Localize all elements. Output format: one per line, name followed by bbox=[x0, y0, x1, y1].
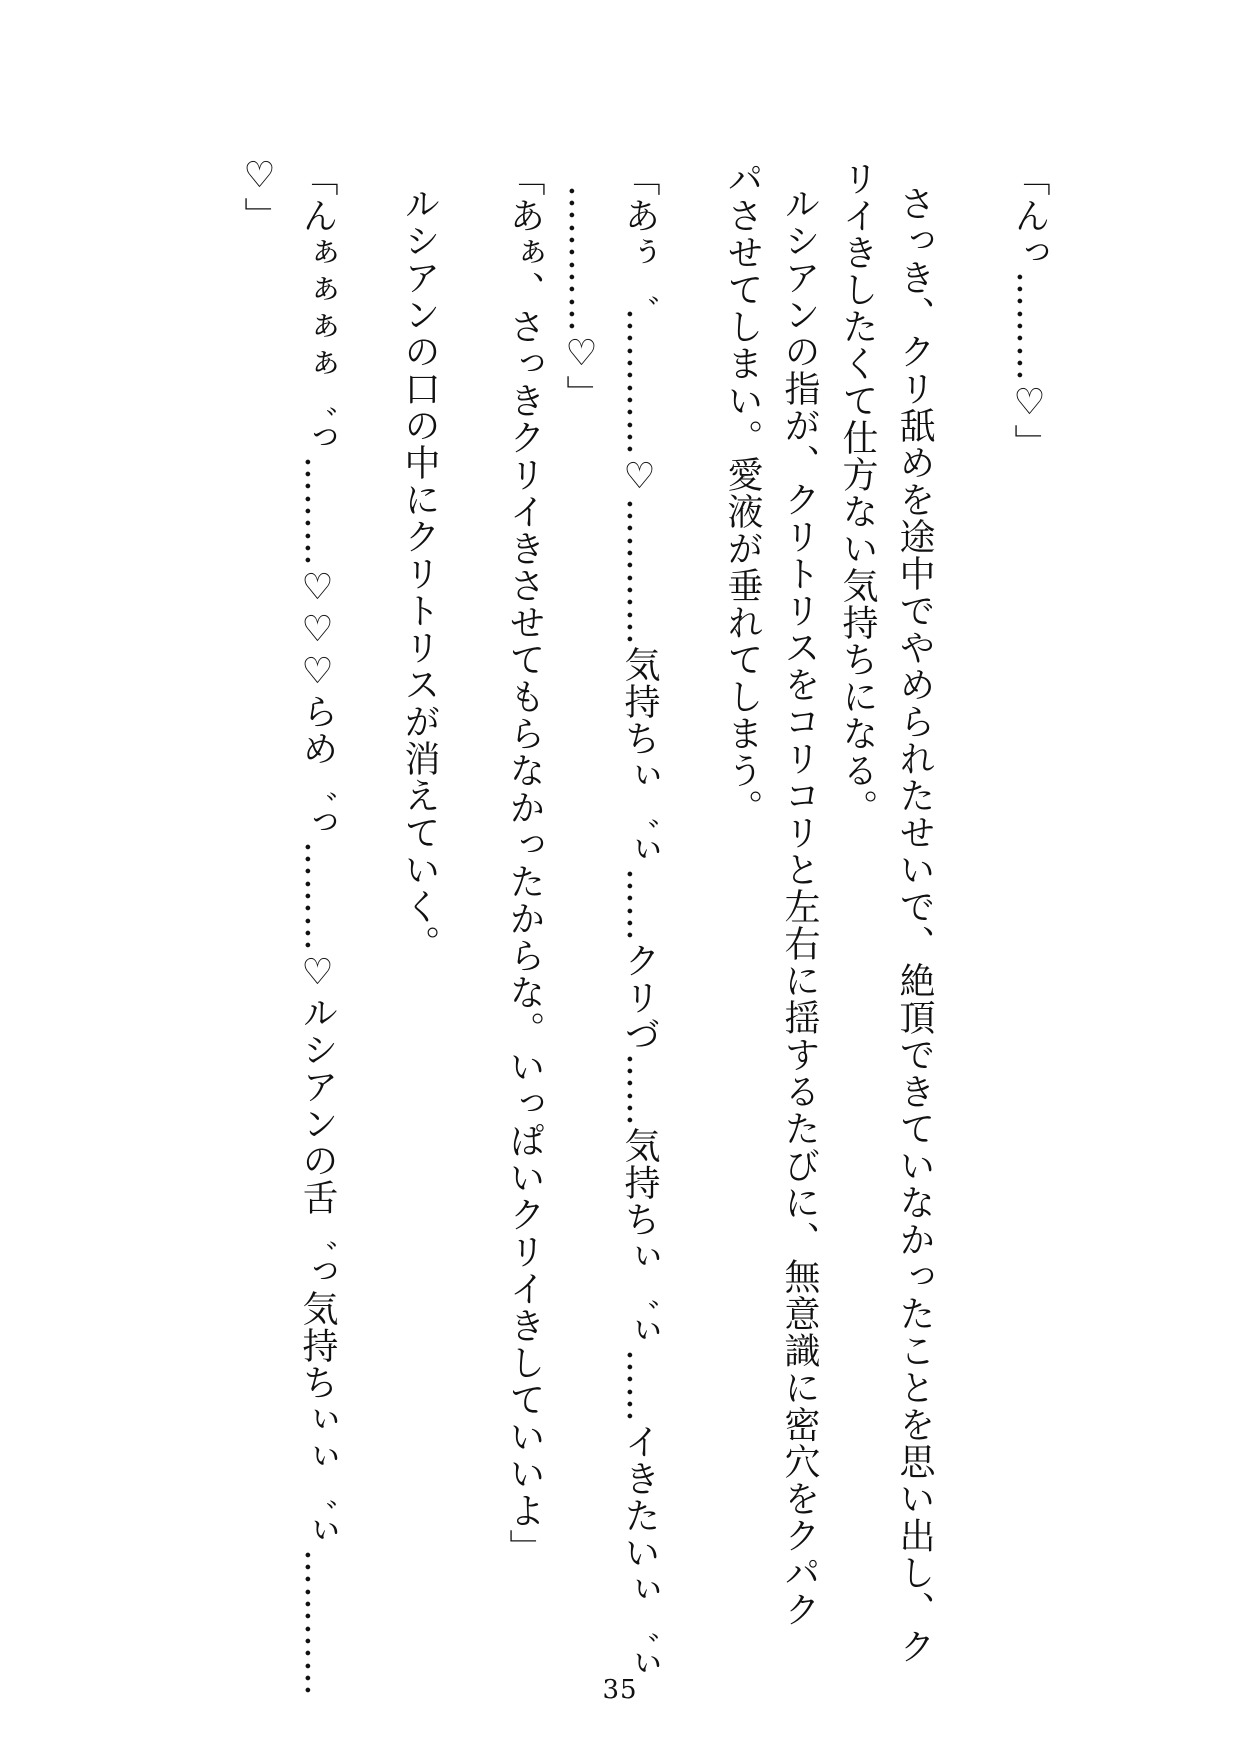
page-number: 35 bbox=[602, 1675, 638, 1705]
text-line-3: リイきしたくて仕方ない気持ちになる。 bbox=[837, 160, 878, 826]
text-line-10: 「んぁぁぁぁ゛っ………♡♡♡らめ゛っ………♡ルシアンの舌゛っ気持ちぃぃ゛ぃ………… bbox=[297, 160, 338, 1697]
text-line-2: さっき、クリ舐めを途中でやめられたせいで、絶頂できていなかったことを思い出し、ク bbox=[894, 185, 935, 1665]
text-line-5: パさせてしまい。愛液が垂れてしまう。 bbox=[722, 160, 763, 826]
text-line-8: 「あぁ、さっきクリイきさせてもらなかったからな。いっぱいクリイきしていいよ」 bbox=[504, 160, 545, 1566]
text-line-9: ルシアンの口の中にクリトリスが消えていく。 bbox=[399, 185, 440, 962]
text-line-1: 「んっ………♡」 bbox=[1009, 160, 1050, 461]
text-line-7: …………♡」 bbox=[561, 185, 602, 412]
text-line-11: ♡」 bbox=[239, 155, 280, 234]
text-line-6: 「あぅ゛…………♡…………気持ちぃ゛ぃ……クリづ……気持ちぃ゛ぃ……イきたいぃ゛ぃ bbox=[619, 160, 660, 1682]
text-line-4: ルシアンの指が、クリトリスをコリコリと左右に揺するたびに、無意識に密穴をクパク bbox=[779, 185, 820, 1628]
